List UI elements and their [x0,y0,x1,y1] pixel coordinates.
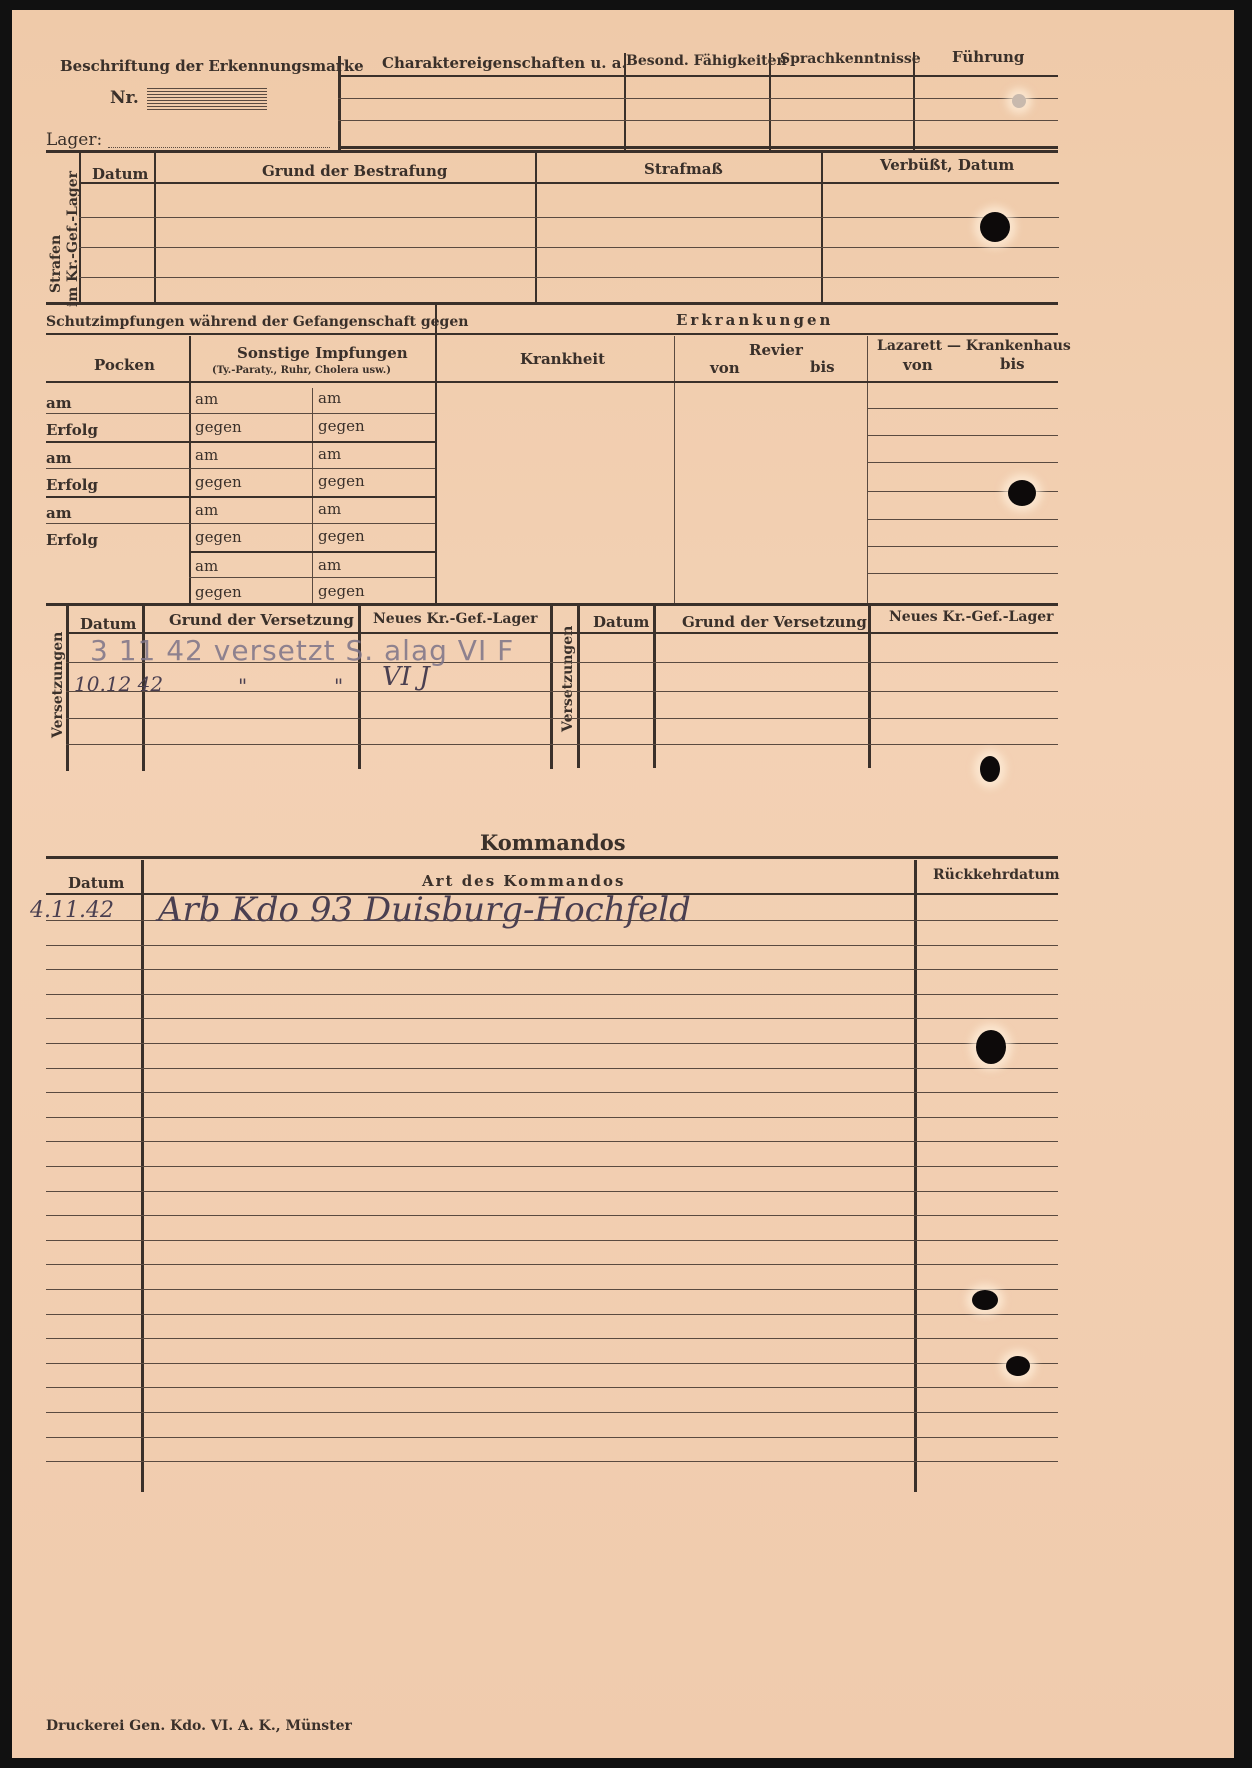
sprach-label: Sprachkenntnisse [780,51,921,67]
lager-label: Lager: [46,130,103,150]
impf-mid-a-5: am [195,501,219,519]
strafen-side-label-2: im Kr.-Gef.-Lager [65,170,81,307]
vers-side-label-right: Versetzungen [560,625,576,732]
strafen-line-1 [79,217,1059,218]
kommandos-title: Kommandos [480,830,626,855]
header-line-1 [338,98,1058,99]
punch-hole-7 [1006,1356,1030,1376]
vers-grund-l: Grund der Versetzung [169,611,354,629]
lazarett-label: Lazarett — Krankenhaus [877,338,1071,354]
vers-line-3 [66,718,1058,719]
revier-von: von [710,359,740,377]
kommandos-row-line [46,945,1058,946]
impf-rule-3 [46,468,435,469]
impf-left-row-6: Erfolg [46,531,98,549]
impf-mid-b-2: gegen [318,417,365,435]
impf-mid-b-6: gegen [318,527,365,545]
form-sheet [12,10,1234,1758]
kommandos-col-2 [914,860,917,1492]
kommandos-row-line [46,1461,1058,1462]
impf-head-rule [46,381,1058,383]
punch-hole-3 [1008,480,1036,506]
impf-rule-4 [46,496,435,498]
header-col-1 [624,53,626,150]
impf-top [46,302,1058,305]
header-bottom [338,146,1058,149]
kommandos-row-line [46,1191,1058,1192]
erk-col-1 [674,336,675,604]
erk-line-1 [867,408,1058,409]
charakter-label: Charaktereigenschaften u. a. [382,54,627,72]
kommandos-col-1 [141,860,144,1492]
strafen-col-3 [821,153,823,303]
erk-col-2 [867,336,868,604]
impf-rule-7 [189,577,435,578]
erk-line-7 [867,573,1058,574]
impf-mid-b-3: am [318,445,342,463]
strafen-strafmass: Strafmaß [644,160,723,178]
impf-left-row-4: Erfolg [46,476,98,494]
impf-rule-2 [46,441,435,443]
strafen-top [46,150,1058,153]
vers-hand-ditto-1: " [238,674,248,698]
kommandos-rueckkehr: Rückkehrdatum [933,867,1060,883]
krankheit-label: Krankheit [520,350,606,368]
kommandos-top [46,856,1058,859]
kommandos-row-line [46,1314,1058,1315]
impf-mid-b-8: gegen [318,582,365,600]
kommandos-row-line [46,1092,1058,1093]
vers-neues-l: Neues Kr.-Gef.-Lager [373,611,538,627]
strafen-col-0 [79,153,81,303]
nr-label: Nr. [110,88,139,108]
punch-hole-6 [972,1290,998,1310]
pocken-label: Pocken [94,356,155,374]
revier-bis: bis [810,358,835,376]
impf-mid-a-7: am [195,557,219,575]
impf-title: Schutzimpfungen während der Gefangenschaft gegen [46,314,469,330]
erk-line-5 [867,519,1058,520]
erk-line-2 [867,435,1058,436]
impf-left-row-1: am [46,394,72,412]
impf-rule-6 [189,551,435,553]
impf-left-row-3: am [46,449,72,467]
header-rule [338,75,1058,77]
impf-subhead-rule [46,333,1058,335]
lazarett-von: von [903,356,933,374]
kommandos-row-line [46,969,1058,970]
strafen-verbuesst: Verbüßt, Datum [880,156,1015,174]
lager-line [108,147,330,148]
strafen-head-rule [79,182,1059,184]
kommandos-row-line [46,1437,1058,1438]
impf-mid-b-1: am [318,389,342,407]
impf-mid-b-7: am [318,556,342,574]
kommandos-row-line [46,1289,1058,1290]
kommandos-row-line [46,1166,1058,1167]
impf-col-1 [189,336,191,604]
vers-hand-ditto-2: " [334,674,344,698]
kommandos-row-line [46,1264,1058,1265]
kommandos-row-line [46,1338,1058,1339]
sonstige-sub: (Ty.-Paraty., Ruhr, Cholera usw.) [212,365,391,376]
erk-title: Erkrankungen [676,311,834,329]
vers-datum-r: Datum [593,613,650,631]
impf-mid-a-1: am [195,390,219,408]
impf-mid-b-5: am [318,500,342,518]
kommandos-row-line [46,1387,1058,1388]
punch-hole-2 [980,212,1010,242]
printer-footer: Druckerei Gen. Kdo. VI. A. K., Münster [46,1718,352,1734]
besond-label: Besond. Fähigkeiten [626,53,787,69]
kommandos-row-line [46,1043,1058,1044]
kommandos-row-line [46,1412,1058,1413]
kommandos-datum: Datum [68,874,125,892]
kommandos-row-line [46,1141,1058,1142]
impf-mid-a-4: gegen [195,473,242,491]
vers-neues-r: Neues Kr.-Gef.-Lager [889,609,1054,625]
fuehrung-label: Führung [952,48,1025,66]
strafen-line-3 [79,277,1059,278]
nr-hatch [147,88,267,110]
impf-rule-5 [46,523,435,524]
kommandos-row-line [46,1068,1058,1069]
vers-line-2 [66,691,1058,692]
punch-hole-5 [976,1030,1006,1064]
kommandos-row-line [46,994,1058,995]
kommandos-entry-date: 4.11.42 [30,898,114,923]
kommandos-row-line [46,1117,1058,1118]
header-col-2 [769,53,771,150]
impf-left-row-2: Erfolg [46,421,98,439]
erk-line-3 [867,462,1058,463]
impf-rule-1 [46,413,435,414]
impf-left-row-5: am [46,504,72,522]
vers-datum-l: Datum [80,615,137,633]
impf-mid-a-8: gegen [195,583,242,601]
vers-grund-r: Grund der Versetzung [682,613,867,631]
header-line-2 [338,120,1058,121]
impf-mid-a-6: gegen [195,528,242,546]
kommandos-art: Art des Kommandos [422,872,626,890]
strafen-datum: Datum [92,165,149,183]
kommandos-row-line [46,1018,1058,1019]
header-divider [338,56,341,150]
impf-erk-divider [435,305,437,605]
lazarett-bis: bis [1000,355,1025,373]
vers-side-label-left: Versetzungen [50,631,66,738]
beschriftung-label: Beschriftung der Erkennungsmarke [60,57,364,75]
erk-line-6 [867,546,1058,547]
header-col-3 [913,52,915,150]
vers-line-4 [66,744,1058,745]
revier-label: Revier [749,341,803,359]
impf-mid-b-4: gegen [318,472,365,490]
strafen-line-2 [79,247,1059,248]
impf-mid-a-3: am [195,446,219,464]
strafen-side-label-1: Strafen [48,234,64,293]
strafen-col-2 [535,153,537,303]
punch-hole-1 [1012,94,1026,108]
kommandos-row-line [46,1363,1058,1364]
kommandos-row-line [46,1215,1058,1216]
kommandos-entry-text: Arb Kdo 93 Duisburg-Hochfeld [158,890,691,930]
strafen-grund: Grund der Bestrafung [262,162,448,180]
vers-col-0 [66,606,69,771]
sonstige-label: Sonstige Impfungen [237,344,408,362]
impf-mid-a-2: gegen [195,418,242,436]
kommandos-row-line [46,1240,1058,1241]
strafen-col-1 [154,153,156,303]
vers-stamp: 3 11 42 versetzt S. alag VI F [90,634,515,667]
punch-hole-4 [980,756,1000,782]
vers-hand-date: 10.12 42 [74,672,164,696]
vers-hand-lager: VI J [382,662,430,692]
